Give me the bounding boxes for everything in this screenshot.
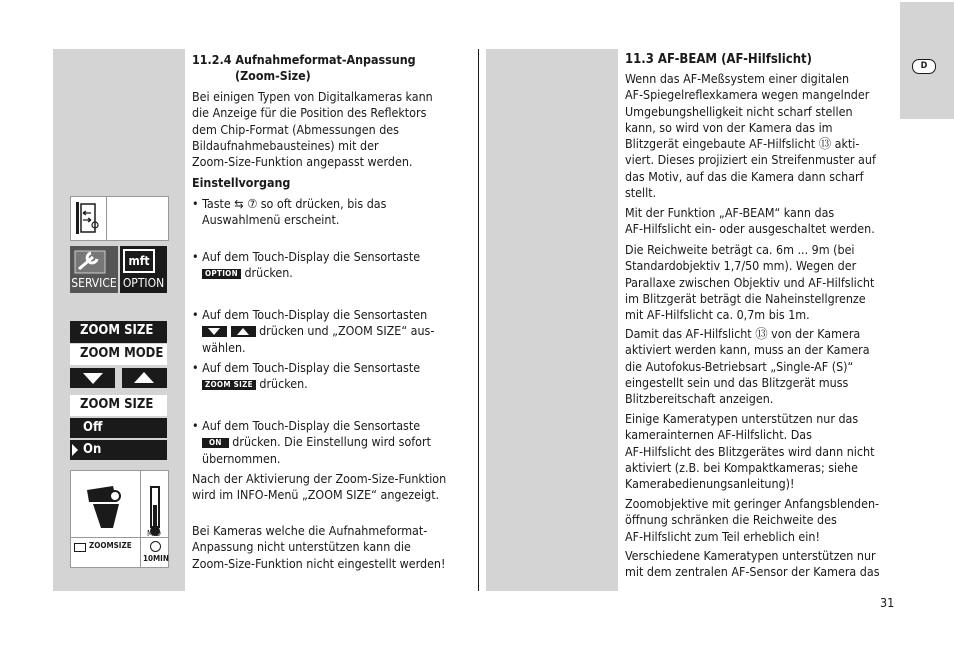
text-line: kann, so wird von der Kamera das im [625,119,833,135]
arrow-down-button[interactable] [70,368,115,388]
zoomsize-info-label: ZOOMSIZE [89,541,132,550]
right-paragraph-5 [625,411,874,492]
text-line: aktiviert (z.B. bei Kompaktkameras; siehe [625,459,858,475]
text-line: Zoom-Size-Funktion angepasst werden. [192,154,413,170]
step-text: • Auf dem Touch-Display die Sensortaste [192,249,421,264]
text-line: Bei einigen Typen von Digitalkameras kann [192,89,433,104]
right-paragraph-2 [625,205,875,238]
text-line: stellt. [625,185,657,201]
option-button[interactable] [120,246,167,293]
text-line: mit dem zentralen AF-Sensor der Kamera das [625,564,880,580]
text-line: Kamerabedienungsanleitung)! [625,476,795,492]
step-text: drücken. Die Einstellung wird sofort [232,434,431,450]
step-text: drücken. [244,265,293,281]
flash-menu-icon [73,198,103,238]
text-line: Die Reichweite beträgt ca. 6m ... 9m (bei [625,242,855,257]
step-text: wählen. [202,339,246,355]
text-line: die Autofokus-Betriebsart „Single-AF (S)“ [625,358,854,374]
page-divider-line [478,49,479,591]
step-5 [192,418,431,467]
text-line: Zoomobjektive mit geringer Anfangsblenden- [625,496,880,511]
off-option[interactable] [70,418,167,438]
text-line: Blitzgerät eingebaute AF-Hilfslicht ⑬ akti- [625,136,860,152]
right-paragraph-6 [625,496,879,545]
step-text: drücken. [259,376,308,392]
text-line: wird im INFO-Menü „ZOOM SIZE“ angezeigt. [192,487,440,503]
step-text: übernommen. [202,450,281,466]
text-line: Damit das AF-Hilfslicht ⑬ von der Kamera [625,326,861,341]
text-line: dem Chip-Format (Abmessungen des [192,121,399,137]
key-number: ⑦ [247,196,258,211]
10min-label: 10MIN [143,554,169,563]
text-line: Bei Kameras welche die Aufnahmeformat- [192,523,428,538]
info-display [70,470,169,568]
step-text: • Auf dem Touch-Display die Sensortaste [192,418,421,433]
triangle-up-icon [134,372,154,383]
text-line: AF-Hilfslicht zum Teil erheblich ein! [625,528,820,544]
step-2 [192,249,420,282]
mode-key-icon: ⇆ [234,196,244,211]
text-line: das Motiv, auf das die Kamera dann scharf [625,168,864,184]
intro-paragraph [192,89,433,170]
section-heading-11-3: 11.3 AF-BEAM (AF-Hilfslicht) [625,52,812,67]
text-line: Umgebungshelligkeit nicht scharf stellen [625,103,853,119]
up-key-icon [231,326,256,337]
zoomsize-indicator-icon [74,543,86,552]
heading-line-2: (Zoom-Size) [235,68,311,84]
mft-icon: mft [123,249,155,273]
right-paragraph-3 [625,242,874,323]
zoom-size-title-label: ZOOM SIZE [80,397,154,412]
zoom-size-label: ZOOM SIZE [80,323,154,338]
menu-key-display [70,196,169,241]
text-line: Parallaxe zwischen Objektiv und AF-Hilfslicht [625,274,875,290]
after-activation-paragraph [192,471,446,504]
language-badge: D [912,59,936,74]
text-line: viert. Dieses projiziert ein Streifenmuster auf [625,152,876,168]
text-line: Mit der Funktion „AF-BEAM“ kann das [625,205,835,220]
service-button[interactable] [70,246,118,293]
triangle-down-icon [83,373,103,384]
text-line: eingestellt sein und das Blitzgerät muss [625,374,849,390]
center-sidebar-panel [486,49,618,591]
text-line: Nach der Aktivierung der Zoom-Size-Funktion [192,471,447,486]
right-paragraph-1 [625,71,876,201]
text-line: AF-Hilfslicht ein- oder ausgeschaltet werden. [625,221,875,237]
text-line: die Anzeige für die Position des Reflektors [192,105,427,121]
einstellvorgang-heading: Einstellvorgang [192,175,291,190]
zoom-size-title [70,395,167,416]
step-text: • Taste [192,196,231,211]
zoom-size-key-tag: ZOOM SIZE [202,380,256,390]
wrench-icon [71,247,117,277]
text-line: Standardobjektiv 1,7/50 mm). Wegen der [625,258,857,274]
text-line: mit AF-Hilfslicht ca. 0,7m bis 1m. [625,307,810,323]
step-text: • Auf dem Touch-Display die Sensortasten [192,307,428,322]
option-label: OPTION [122,276,165,290]
step-text: Auswahlmenü erscheint. [202,212,340,228]
text-line: AF-Hilfslicht des Blitzgerätes wird dann nicht [625,443,875,459]
step-text: drücken und „ZOOM SIZE“ aus- [259,323,435,339]
text-line: Blitzbereitschaft anzeigen. [625,391,774,407]
heading-line-1: 11.2.4 Aufnahmeformat-Anpassung [192,52,416,67]
text-line: aktiviert werden kann, muss an der Kamera [625,342,870,358]
step-4 [192,360,420,393]
page-number: 31 [880,595,895,610]
text-line: Zoom-Size-Funktion nicht eingestellt werden! [192,555,446,571]
zoom-size-selected-item[interactable] [70,321,167,343]
step-1 [192,196,386,229]
arrow-up-button[interactable] [122,368,167,388]
text-line: Einige Kameratypen unterstützen nur das [625,411,859,426]
text-line: Anpassung nicht unterstützen kann die [192,539,411,555]
on-option[interactable] [70,440,167,460]
zoom-mode-label: ZOOM MODE [80,346,164,361]
flash-head-icon [79,474,139,536]
right-paragraph-4 [625,326,870,407]
text-line: im Blitzgerät beträgt die Naheinstellgrenze [625,290,866,306]
note-paragraph [192,523,445,572]
step-text: so oft drücken, bis das [260,196,387,211]
off-label: Off [83,420,103,435]
text-line: Wenn das AF-Meßsystem einer digitalen [625,71,850,86]
on-key-tag: ON [202,438,229,448]
selection-marker-icon [72,444,78,456]
step-text: • Auf dem Touch-Display die Sensortaste [192,360,421,375]
text-line: kamerainternen AF-Hilfslicht. Das [625,427,812,443]
mid-label: MID [147,529,161,538]
on-label: On [83,442,102,457]
option-key-tag: OPTION [202,269,241,279]
section-heading-11-2-4 [192,52,416,85]
text-line: Bildaufnahmebausteines) mit der [192,137,379,153]
text-line: AF-Spiegelreflexkamera wegen mangelnder [625,87,870,103]
step-3 [192,307,434,356]
zoom-mode-item[interactable] [70,344,167,365]
text-line: öffnung schränken die Reichweite des [625,512,837,528]
down-key-icon [202,326,227,337]
right-paragraph-7 [625,548,880,581]
text-line: Verschiedene Kameratypen unterstützen nur [625,548,876,563]
timer-icon [150,541,161,552]
service-label: SERVICE [71,276,117,290]
